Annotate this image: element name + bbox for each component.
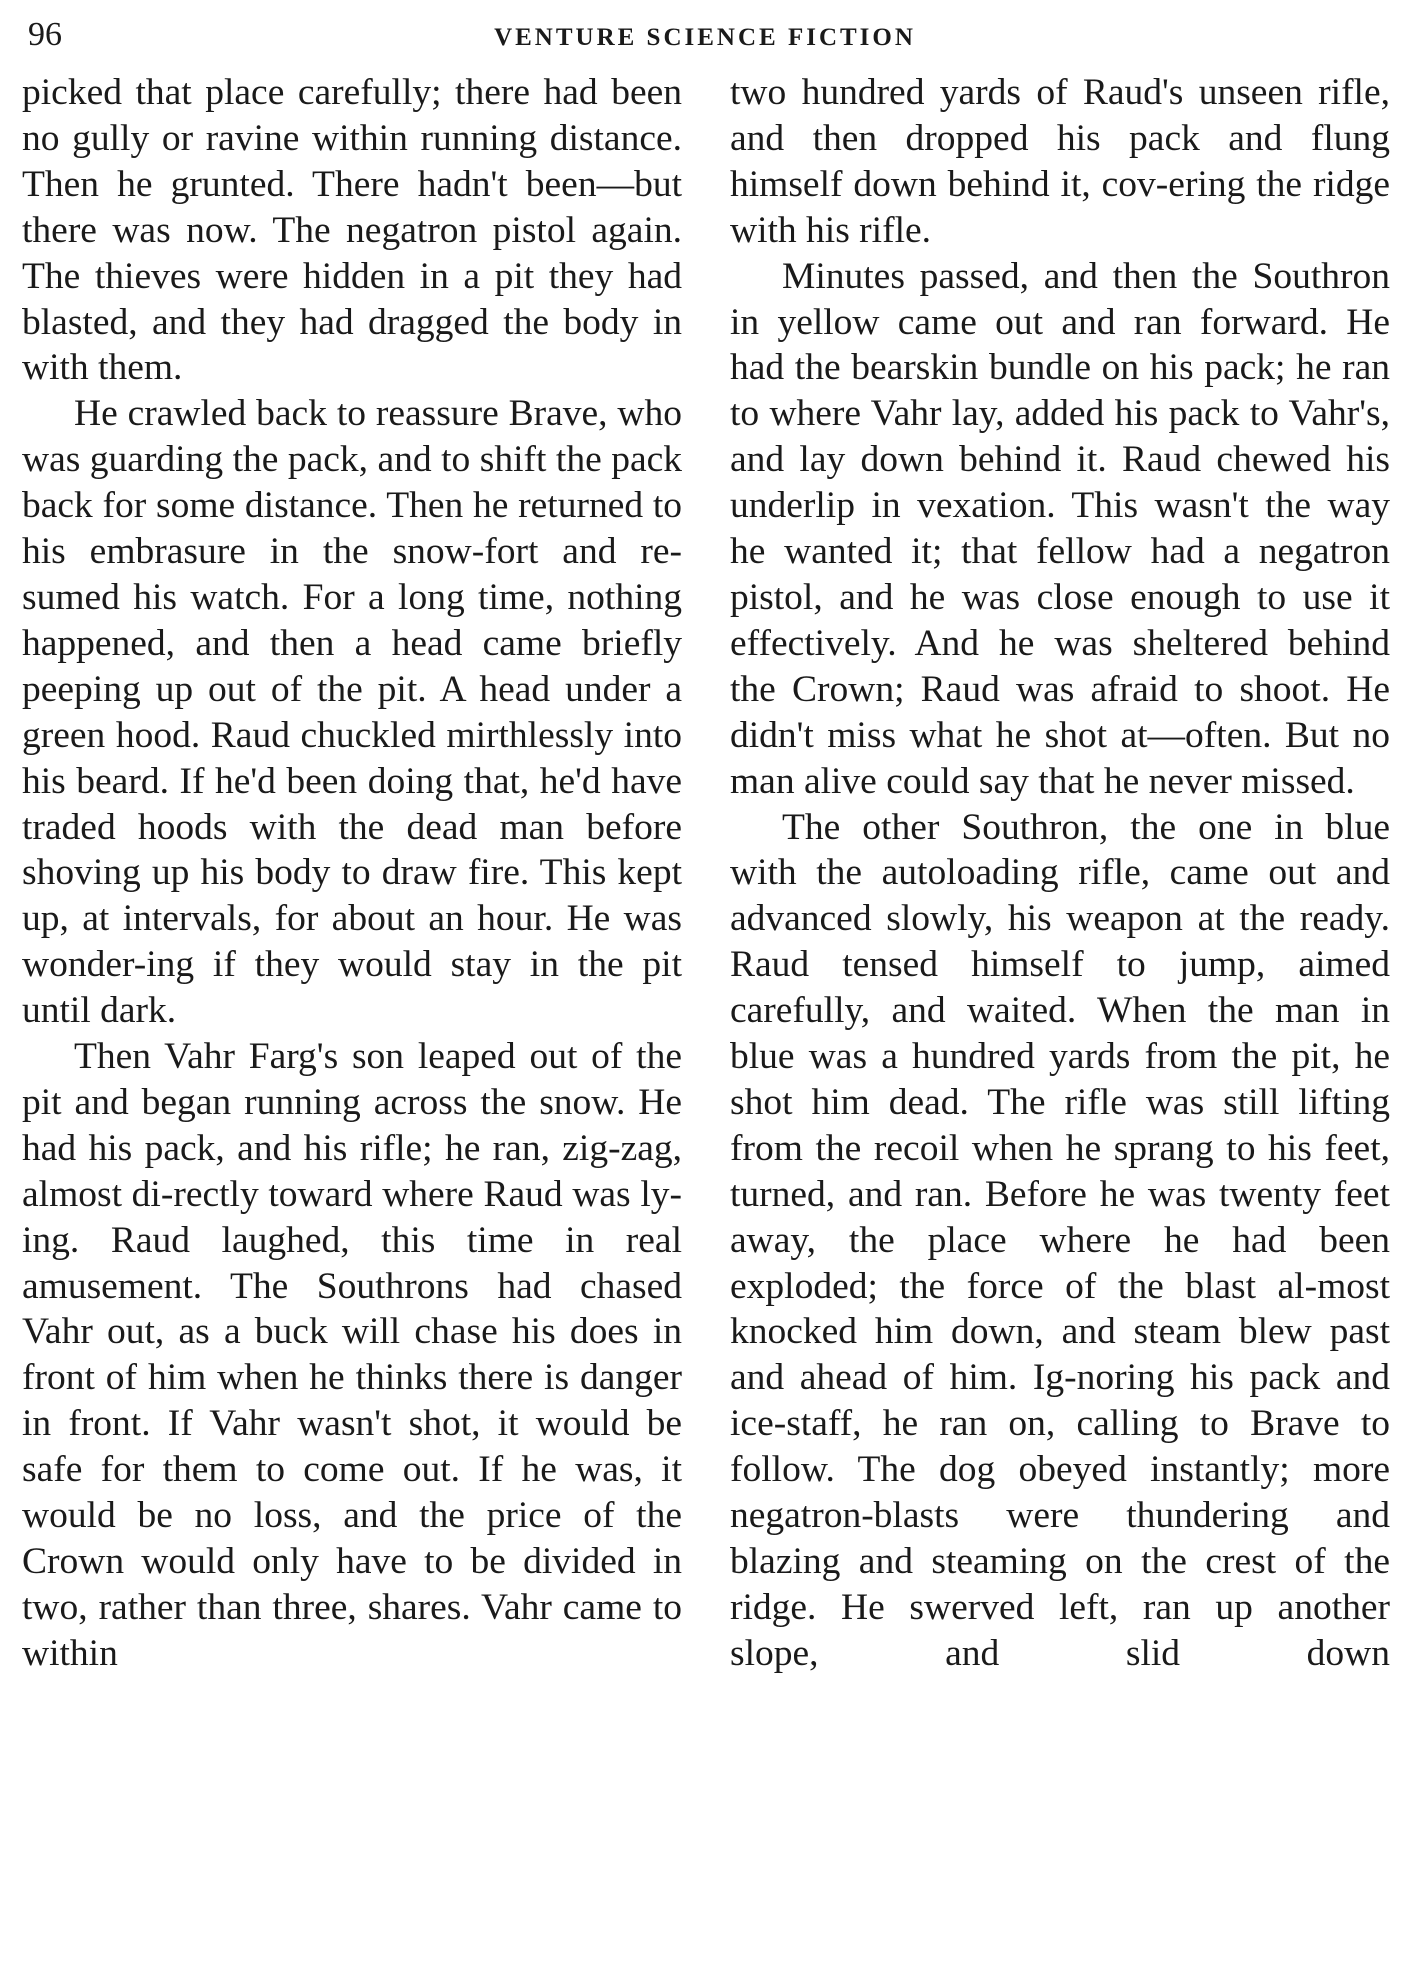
running-head: VENTURE SCIENCE FICTION [494, 24, 916, 51]
right-column [730, 70, 1390, 1677]
page-number: 96 [28, 16, 62, 53]
page-header [20, 12, 1390, 62]
left-paragraph-2: He crawled back to reassure Brave, who was guarding the pack, and to shift the pack back for some distance. Then he returned to his embrasure in the snow-fort and re-sumed his watch. For a long time, nothing happened, and then a head came briefly peeping up out of the pit. A head under a green hood. Raud chuckled mirthlessly into his beard. If he'd been doing that, he'd have traded hoods with the dead man before shoving up his body to draw fire. This kept up, at intervals, for about an hour. He was wonder-ing if they would stay in the pit until dark. [22, 393, 682, 1032]
left-column [22, 70, 682, 1677]
left-paragraph-3: Then Vahr Farg's son leaped out of the pit and began running across the snow. He had his pack, and his rifle; he ran, zig-zag, almost di-rectly toward where Raud was ly-ing. Raud laughed, this time in real amusement. The Southrons had chased Vahr out, as a buck will chase his does in front of him when he thinks there is danger in front. If Vahr wasn't shot, it would be safe for them to come out. If he was, it would be no loss, and the price of the Crown would only have to be divided in two, rather than three, shares. Vahr came to within [22, 1036, 682, 1674]
right-paragraph-2: Minutes passed, and then the Southron in yellow came out and ran forward. He had the bearskin bundle on his pack; he ran to where Vahr lay, added his pack to Vahr's, and lay down behind it. Raud chewed his underlip in vexation. This wasn't the way he wanted it; that fellow had a negatron pistol, and he was close enough to use it effectively. And he was sheltered behind the Crown; Raud was afraid to shoot. He didn't miss what he shot at—often. But no man alive could say that he never missed. [730, 255, 1390, 802]
right-paragraph-3: The other Southron, the one in blue with the autoloading rifle, came out and advanced slowly, his weapon at the ready. Raud tensed himself to jump, aimed carefully, and waited. When the man in blue was a hundred yards from the pit, he shot him dead. The rifle was still lifting from the recoil when he sprang to his feet, turned, and ran. Before he was twenty feet away, the place where he had been exploded; the force of the blast al-most knocked him down, and steam blew past and ahead of him. Ig-noring his pack and ice-staff, he ran on, calling to Brave to follow. The dog obeyed instantly; more negatron-blasts were thundering and blazing and steaming on the crest of the ridge. He swerved left, ran up another slope, and slid down [730, 806, 1390, 1674]
left-paragraph-1: picked that place carefully; there had been no gully or ravine within running distance. Then he grunted. There hadn't been—but there was now. The negatron pistol again. The thieves were hidden in a pit they had blasted, and they had dragged the body in with them. [22, 72, 682, 389]
right-paragraph-1: two hundred yards of Raud's unseen rifle, and then dropped his pack and flung himself down behind it, cov-ering the ridge with his rifle. [730, 72, 1390, 251]
